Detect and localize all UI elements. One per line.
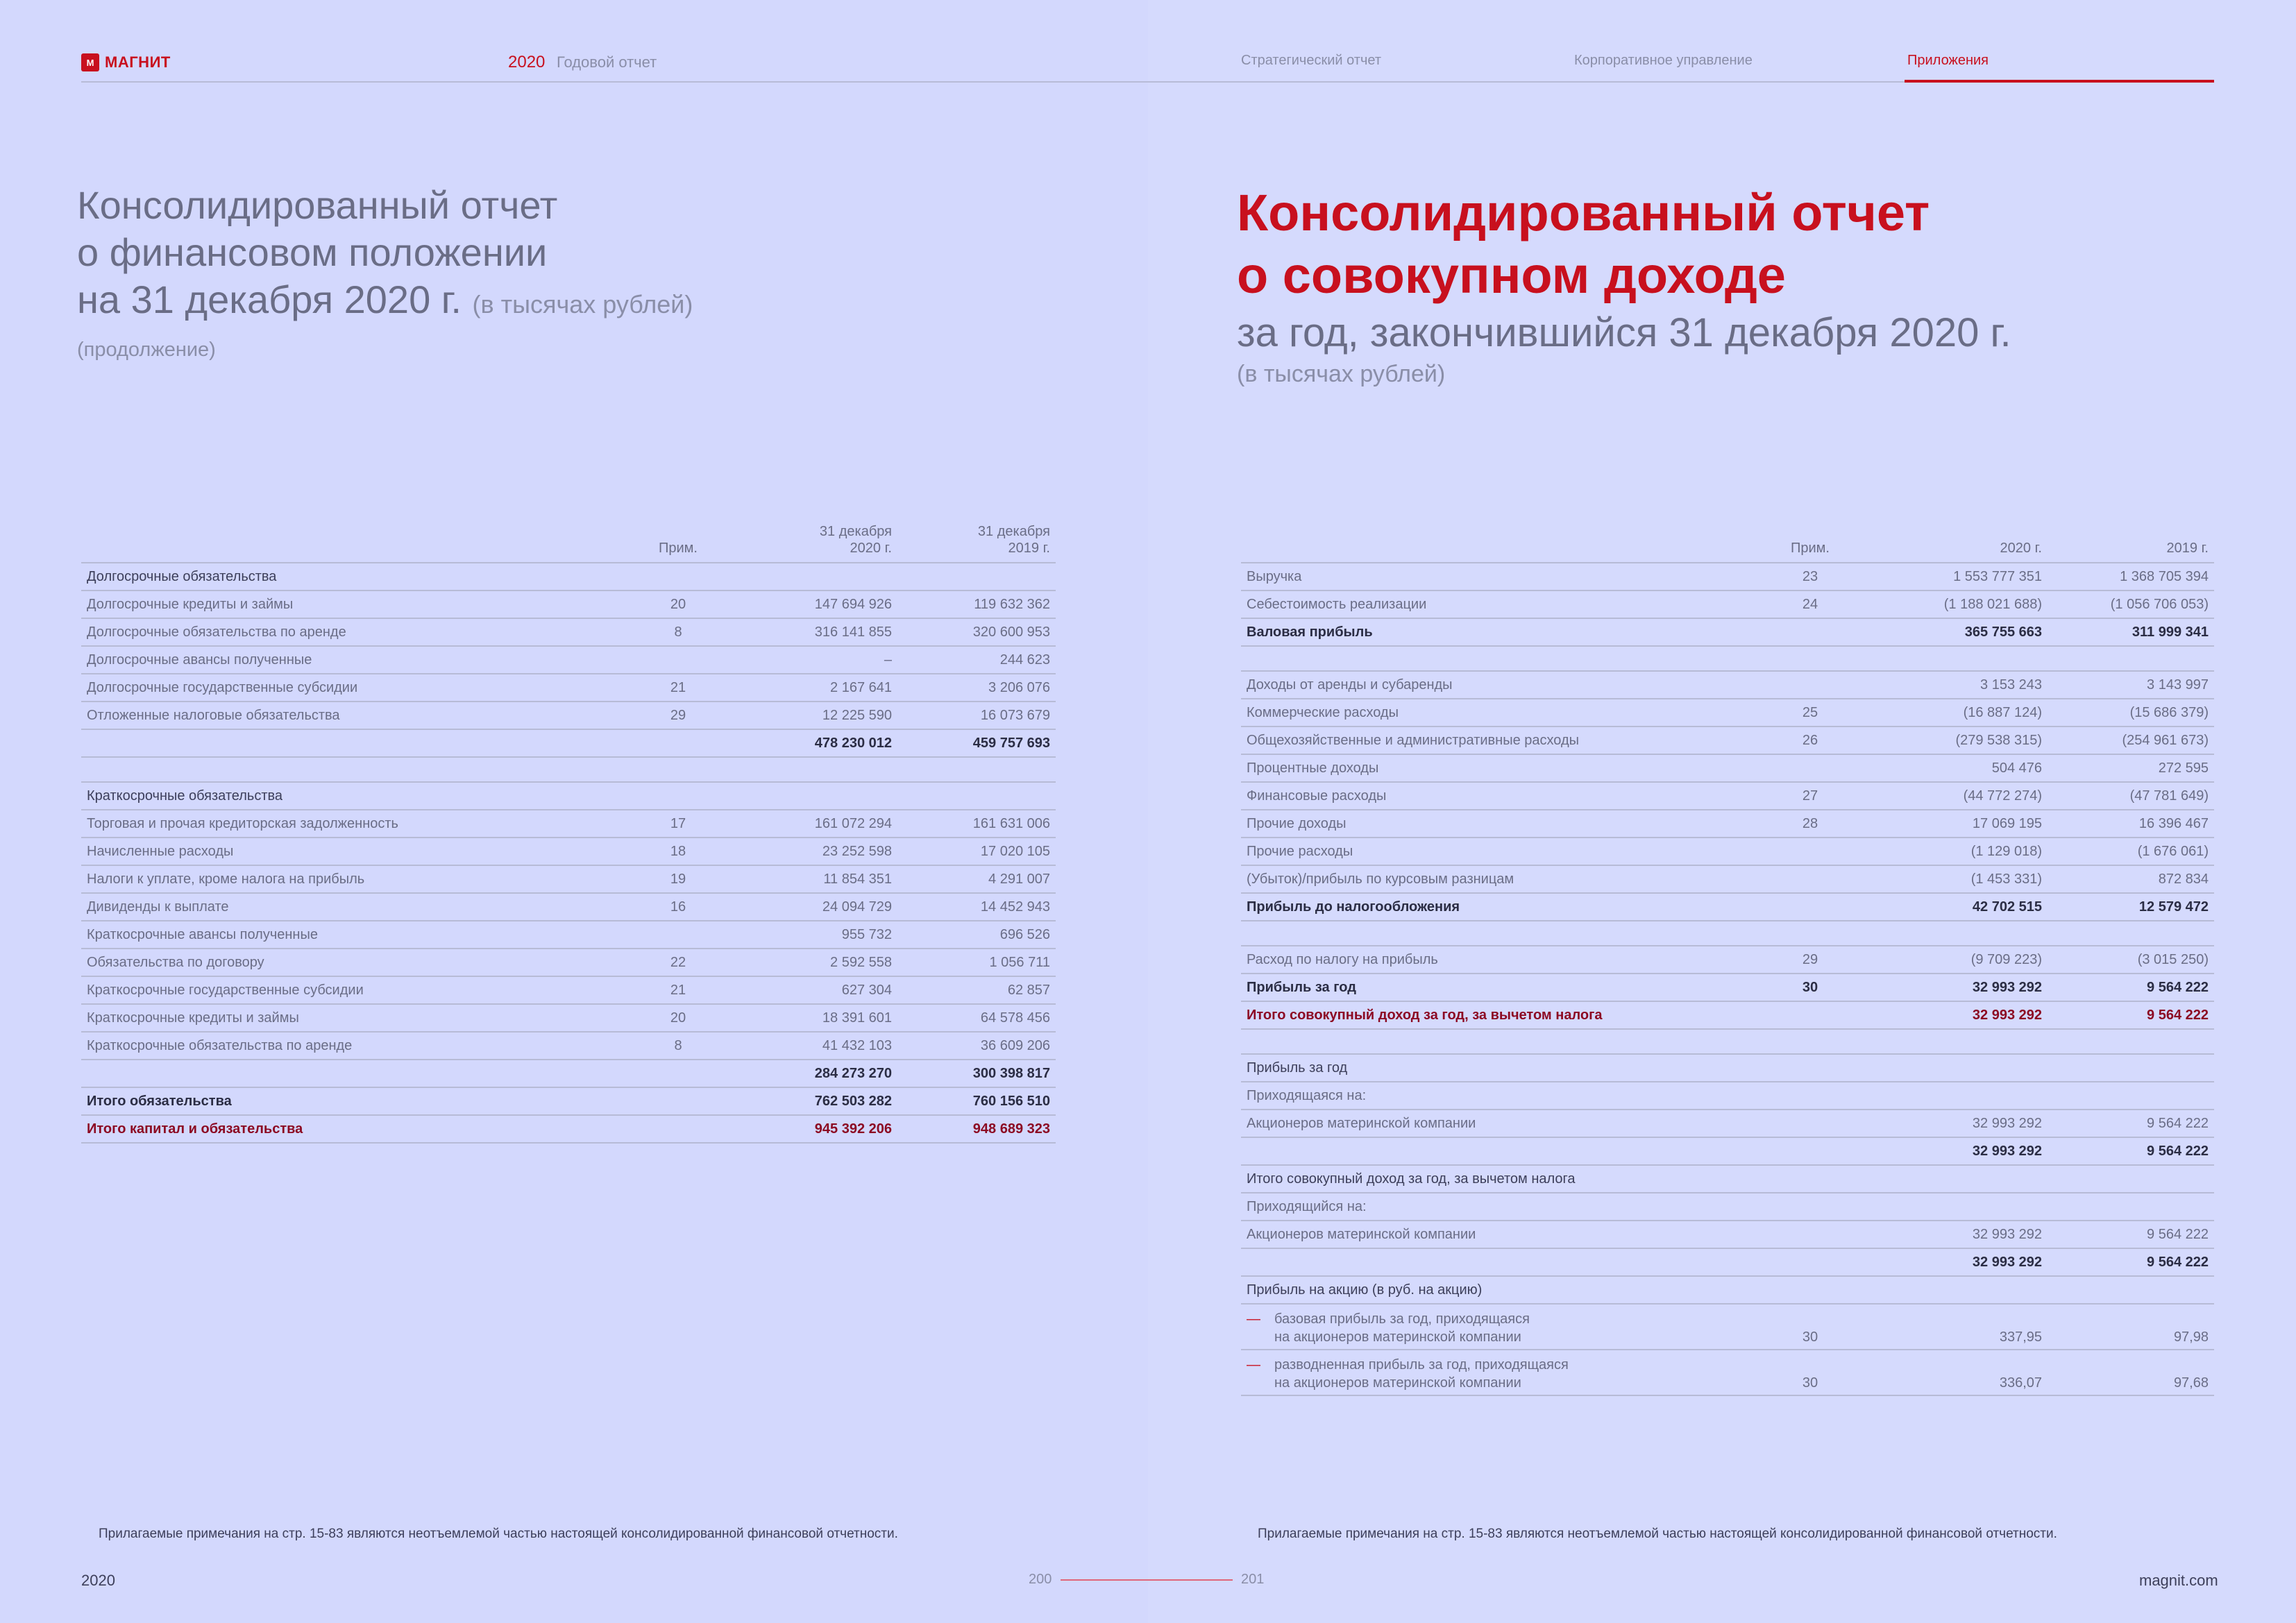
- header-col-2019-line1: 31 декабря: [977, 524, 1050, 539]
- table-row: [1241, 590, 2214, 618]
- table-row: [81, 810, 1056, 838]
- row-note: 27: [1769, 782, 1852, 810]
- table-row: [81, 757, 1056, 782]
- row-label: Краткосрочные государственные субсидии: [81, 976, 623, 1004]
- table-row: [1241, 1054, 2214, 1082]
- row-label: Итого совокупный доход за год, за вычетом налога: [1241, 1001, 1769, 1029]
- row-value-2019: 14 452 943: [897, 893, 1056, 921]
- row-label: [1241, 1248, 1769, 1276]
- table-row: [1241, 1082, 2214, 1110]
- table-row: [1241, 699, 2214, 726]
- row-value-2019: [2048, 1276, 2214, 1304]
- header-col-2020-line1: 31 декабря: [819, 524, 892, 539]
- row-label-line2: на акционеров материнской компании: [1274, 1329, 1521, 1345]
- table-row: [81, 921, 1056, 949]
- row-note: [623, 646, 734, 674]
- row-value-2019: 872 834: [2048, 865, 2214, 893]
- row-note: [623, 1087, 734, 1115]
- header-col-2019: [897, 513, 1056, 563]
- nav-appendices[interactable]: Приложения: [1907, 53, 1989, 68]
- row-label: Прибыль на акцию (в руб. на акцию): [1241, 1276, 1769, 1304]
- row-value-2019: 9 564 222: [2048, 1221, 2214, 1248]
- dash-bullet: —: [1247, 1357, 1260, 1373]
- table-header-row: [81, 513, 1056, 563]
- row-label: [1241, 1304, 1769, 1350]
- table-row: [1241, 1248, 2214, 1276]
- table-row: [1241, 1193, 2214, 1221]
- right-page-unit: (в тысячах рублей): [1237, 361, 1446, 387]
- row-label: [1241, 646, 1769, 671]
- header-label-cell: [81, 513, 623, 563]
- row-note: [1769, 1276, 1852, 1304]
- row-value-2020: 32 993 292: [1852, 1001, 2048, 1029]
- row-value-2019: 161 631 006: [897, 810, 1056, 838]
- row-value-2019: 320 600 953: [897, 618, 1056, 646]
- row-value-2020: 23 252 598: [734, 838, 897, 865]
- row-value-2019: 9 564 222: [2048, 1001, 2214, 1029]
- row-value-2020: 284 273 270: [734, 1060, 897, 1087]
- row-value-2019: 1 368 705 394: [2048, 563, 2214, 590]
- row-value-2019: 948 689 323: [897, 1115, 1056, 1143]
- row-value-2019: [2048, 1082, 2214, 1110]
- table-row: [1241, 1110, 2214, 1137]
- table-row: [81, 729, 1056, 757]
- row-value-2019: 459 757 693: [897, 729, 1056, 757]
- nav-corporate-governance[interactable]: Корпоративное управление: [1574, 53, 1753, 68]
- table-row: [1241, 1304, 2214, 1350]
- row-label: Доходы от аренды и субаренды: [1241, 671, 1769, 699]
- nav-active-indicator: [1905, 80, 2214, 83]
- row-value-2019: 9 564 222: [2048, 974, 2214, 1001]
- row-value-2020: [734, 563, 897, 590]
- header-divider: [81, 81, 2005, 83]
- right-footnote: Прилагаемые примечания на стр. 15-83 являются неотъемлемой частью настоящей консолидированной финансовой отчетности.: [1258, 1527, 2057, 1541]
- row-label: [81, 729, 623, 757]
- row-label: Долгосрочные авансы полученные: [81, 646, 623, 674]
- row-label: Приходящаяся на:: [1241, 1082, 1769, 1110]
- row-note: [1769, 754, 1852, 782]
- row-note: [1769, 618, 1852, 646]
- row-value-2020: (1 453 331): [1852, 865, 2048, 893]
- row-note: 18: [623, 838, 734, 865]
- table-row: [1241, 1350, 2214, 1395]
- row-note: [623, 729, 734, 757]
- row-note: [1769, 921, 1852, 946]
- table-row: [81, 646, 1056, 674]
- row-value-2020: 17 069 195: [1852, 810, 2048, 838]
- table-header-row: [1241, 513, 2214, 563]
- row-value-2019: 12 579 472: [2048, 893, 2214, 921]
- left-page-title: Консолидированный отчет о финансовом положении на 31 декабря 2020 г. (в тысячах рублей): [77, 183, 693, 321]
- row-label: Краткосрочные кредиты и займы: [81, 1004, 623, 1032]
- table-row: [1241, 646, 2214, 671]
- row-value-2019: 4 291 007: [897, 865, 1056, 893]
- left-continued-note: (продолжение): [77, 339, 216, 361]
- row-note: 30: [1769, 1304, 1852, 1350]
- row-note: [1769, 1137, 1852, 1165]
- row-value-2019: 1 056 711: [897, 949, 1056, 976]
- row-value-2020: 12 225 590: [734, 702, 897, 729]
- row-label: Расход по налогу на прибыль: [1241, 946, 1769, 974]
- row-value-2020: [734, 782, 897, 810]
- row-note: [623, 782, 734, 810]
- row-label: [1241, 921, 1769, 946]
- row-label-line2: на акционеров материнской компании: [1274, 1375, 1521, 1391]
- row-note: [623, 757, 734, 782]
- row-label: Краткосрочные обязательства по аренде: [81, 1032, 623, 1060]
- row-note: [1769, 1054, 1852, 1082]
- row-value-2020: (16 887 124): [1852, 699, 2048, 726]
- row-note: 17: [623, 810, 734, 838]
- row-value-2019: 64 578 456: [897, 1004, 1056, 1032]
- table-row: [1241, 1221, 2214, 1248]
- table-row: [1241, 671, 2214, 699]
- row-value-2019: 311 999 341: [2048, 618, 2214, 646]
- row-value-2019: [897, 782, 1056, 810]
- row-value-2020: 161 072 294: [734, 810, 897, 838]
- row-note: 25: [1769, 699, 1852, 726]
- row-label: Валовая прибыль: [1241, 618, 1769, 646]
- row-value-2020: 1 553 777 351: [1852, 563, 2048, 590]
- row-value-2019: 9 564 222: [2048, 1248, 2214, 1276]
- row-label: Долгосрочные кредиты и займы: [81, 590, 623, 618]
- table-row: [81, 1060, 1056, 1087]
- row-label: Дивиденды к выплате: [81, 893, 623, 921]
- row-value-2019: 9 564 222: [2048, 1137, 2214, 1165]
- header-col-2019: 2019 г.: [2048, 513, 2214, 563]
- row-value-2019: (47 781 649): [2048, 782, 2214, 810]
- table-row: [1241, 893, 2214, 921]
- row-note: [1769, 1248, 1852, 1276]
- row-note: 28: [1769, 810, 1852, 838]
- row-label: Долгосрочные обязательства: [81, 563, 623, 590]
- row-label: Краткосрочные авансы полученные: [81, 921, 623, 949]
- row-value-2020: 762 503 282: [734, 1087, 897, 1115]
- page-number-divider: [1061, 1579, 1233, 1581]
- row-value-2020: 32 993 292: [1852, 1248, 2048, 1276]
- table-row: [81, 976, 1056, 1004]
- row-label: Итого капитал и обязательства: [81, 1115, 623, 1143]
- row-note: [1769, 1110, 1852, 1137]
- page-number-right: 201: [1241, 1572, 1265, 1587]
- row-value-2019: 16 073 679: [897, 702, 1056, 729]
- row-value-2020: 32 993 292: [1852, 974, 2048, 1001]
- table-row: [81, 618, 1056, 646]
- table-row: [81, 1115, 1056, 1143]
- table-row: [1241, 921, 2214, 946]
- row-label: Долгосрочные государственные субсидии: [81, 674, 623, 702]
- table-row: [1241, 1165, 2214, 1193]
- row-label: [81, 1060, 623, 1087]
- row-value-2020: (9 709 223): [1852, 946, 2048, 974]
- row-label: Торговая и прочая кредиторская задолженность: [81, 810, 623, 838]
- row-note: 26: [1769, 726, 1852, 754]
- table-row: [81, 865, 1056, 893]
- row-label: Краткосрочные обязательства: [81, 782, 623, 810]
- table-row: [81, 838, 1056, 865]
- header-label-cell: [1241, 513, 1769, 563]
- row-value-2020: [1852, 921, 2048, 946]
- table-row: [81, 782, 1056, 810]
- row-label-line1: базовая прибыль за год, приходящаяся: [1274, 1311, 1530, 1327]
- row-label: Коммерческие расходы: [1241, 699, 1769, 726]
- row-note: [623, 1115, 734, 1143]
- row-value-2019: 16 396 467: [2048, 810, 2214, 838]
- row-value-2019: 36 609 206: [897, 1032, 1056, 1060]
- row-label: (Убыток)/прибыль по курсовым разницам: [1241, 865, 1769, 893]
- row-value-2019: (15 686 379): [2048, 699, 2214, 726]
- row-value-2020: [734, 757, 897, 782]
- row-value-2019: 62 857: [897, 976, 1056, 1004]
- table-row: [81, 702, 1056, 729]
- table-row: [1241, 563, 2214, 590]
- row-value-2019: 3 143 997: [2048, 671, 2214, 699]
- row-note: [1769, 838, 1852, 865]
- row-note: 21: [623, 976, 734, 1004]
- header-title: Годовой отчет: [557, 53, 657, 71]
- row-note: [1769, 1082, 1852, 1110]
- row-value-2020: [1852, 1082, 2048, 1110]
- row-label: [1241, 1350, 1769, 1395]
- row-label: Налоги к уплате, кроме налога на прибыль: [81, 865, 623, 893]
- row-note: 20: [623, 1004, 734, 1032]
- row-value-2019: [2048, 1029, 2214, 1054]
- row-value-2020: 18 391 601: [734, 1004, 897, 1032]
- row-label: Приходящийся на:: [1241, 1193, 1769, 1221]
- row-value-2020: 504 476: [1852, 754, 2048, 782]
- row-note: [623, 1060, 734, 1087]
- row-value-2019: 696 526: [897, 921, 1056, 949]
- table-row: [1241, 618, 2214, 646]
- right-page-title: Консолидированный отчет о совокупном доходе: [1237, 184, 1930, 304]
- row-note: [1769, 865, 1852, 893]
- row-value-2020: 365 755 663: [1852, 618, 2048, 646]
- row-value-2020: (1 129 018): [1852, 838, 2048, 865]
- row-value-2019: [2048, 1165, 2214, 1193]
- row-note: 16: [623, 893, 734, 921]
- row-note: [1769, 671, 1852, 699]
- page-number-left: 200: [1029, 1572, 1052, 1587]
- row-value-2019: 119 632 362: [897, 590, 1056, 618]
- row-label: [1241, 1029, 1769, 1054]
- row-value-2020: 2 592 558: [734, 949, 897, 976]
- row-value-2020: 2 167 641: [734, 674, 897, 702]
- row-label: Итого обязательства: [81, 1087, 623, 1115]
- row-note: [1769, 1221, 1852, 1248]
- row-value-2019: 244 623: [897, 646, 1056, 674]
- row-label: Выручка: [1241, 563, 1769, 590]
- row-value-2019: [2048, 646, 2214, 671]
- row-value-2019: 760 156 510: [897, 1087, 1056, 1115]
- header-note: Прим.: [623, 513, 734, 563]
- table-row: [1241, 946, 2214, 974]
- row-label: Финансовые расходы: [1241, 782, 1769, 810]
- row-label: Общехозяйственные и административные расходы: [1241, 726, 1769, 754]
- table-row: [1241, 838, 2214, 865]
- row-value-2020: 955 732: [734, 921, 897, 949]
- magnit-logo[interactable]: [81, 53, 171, 72]
- row-value-2020: 41 432 103: [734, 1032, 897, 1060]
- row-label: [81, 757, 623, 782]
- row-value-2020: 32 993 292: [1852, 1137, 2048, 1165]
- row-value-2020: [1852, 1276, 2048, 1304]
- row-label: Прочие расходы: [1241, 838, 1769, 865]
- right-page-subtitle: за год, закончившийся 31 декабря 2020 г.: [1237, 310, 2011, 355]
- row-note: [1769, 1001, 1852, 1029]
- row-note: [1769, 1165, 1852, 1193]
- row-label: Отложенные налоговые обязательства: [81, 702, 623, 729]
- row-value-2019: (1 676 061): [2048, 838, 2214, 865]
- row-label: Процентные доходы: [1241, 754, 1769, 782]
- row-note: 19: [623, 865, 734, 893]
- row-value-2019: [897, 757, 1056, 782]
- row-value-2020: (279 538 315): [1852, 726, 2048, 754]
- site-link[interactable]: magnit.com: [2139, 1572, 2218, 1589]
- row-label: Прибыль за год: [1241, 1054, 1769, 1082]
- row-label: [1241, 1137, 1769, 1165]
- row-label: Итого совокупный доход за год, за вычетом налога: [1241, 1165, 1769, 1193]
- header-col-2020: 2020 г.: [1852, 513, 2048, 563]
- table-row: [81, 674, 1056, 702]
- row-value-2020: [1852, 1193, 2048, 1221]
- row-label: Акционеров материнской компании: [1241, 1221, 1769, 1248]
- row-value-2020: [1852, 1029, 2048, 1054]
- table-row: [1241, 1137, 2214, 1165]
- header-note: Прим.: [1769, 513, 1852, 563]
- row-label: Акционеров материнской компании: [1241, 1110, 1769, 1137]
- dash-bullet: —: [1247, 1311, 1260, 1327]
- row-note: 23: [1769, 563, 1852, 590]
- table-row: [1241, 974, 2214, 1001]
- row-label: Прибыль за год: [1241, 974, 1769, 1001]
- row-value-2020: 337,95: [1852, 1304, 2048, 1350]
- table-row: [81, 949, 1056, 976]
- row-note: [1769, 893, 1852, 921]
- row-value-2020: 11 854 351: [734, 865, 897, 893]
- row-note: 8: [623, 1032, 734, 1060]
- row-value-2019: (3 015 250): [2048, 946, 2214, 974]
- row-value-2020: 478 230 012: [734, 729, 897, 757]
- left-footnote: Прилагаемые примечания на стр. 15-83 являются неотъемлемой частью настоящей консолидированной финансовой отчетности.: [99, 1527, 898, 1541]
- table-row: [1241, 1001, 2214, 1029]
- table-row: [1241, 754, 2214, 782]
- row-value-2020: 945 392 206: [734, 1115, 897, 1143]
- row-value-2020: 627 304: [734, 976, 897, 1004]
- row-value-2020: 336,07: [1852, 1350, 2048, 1395]
- row-note: [623, 563, 734, 590]
- table-row: [81, 1087, 1056, 1115]
- footer-year: 2020: [81, 1572, 115, 1589]
- row-value-2020: 32 993 292: [1852, 1221, 2048, 1248]
- row-label: Начисленные расходы: [81, 838, 623, 865]
- table-row: [81, 590, 1056, 618]
- row-note: 30: [1769, 1350, 1852, 1395]
- logo-text: МАГНИТ: [105, 53, 171, 71]
- row-note: [1769, 1029, 1852, 1054]
- row-note: 29: [623, 702, 734, 729]
- financial-position-table: [81, 513, 1056, 1144]
- row-value-2019: [2048, 1054, 2214, 1082]
- row-value-2020: (1 188 021 688): [1852, 590, 2048, 618]
- row-note: [1769, 1193, 1852, 1221]
- header-year: 2020: [508, 53, 546, 71]
- header-col-2020: [734, 513, 897, 563]
- row-value-2020: 32 993 292: [1852, 1110, 2048, 1137]
- table-row: [81, 1032, 1056, 1060]
- row-value-2020: 42 702 515: [1852, 893, 2048, 921]
- header-col-2019-line2: 2019 г.: [1008, 541, 1050, 556]
- row-value-2020: 147 694 926: [734, 590, 897, 618]
- comprehensive-income-table: [1241, 513, 2214, 1396]
- row-value-2019: 300 398 817: [897, 1060, 1056, 1087]
- table-row: [1241, 1029, 2214, 1054]
- row-value-2020: (44 772 274): [1852, 782, 2048, 810]
- row-label: Себестоимость реализации: [1241, 590, 1769, 618]
- row-value-2020: [1852, 646, 2048, 671]
- table-row: [1241, 1276, 2214, 1304]
- row-value-2019: 3 206 076: [897, 674, 1056, 702]
- row-note: 29: [1769, 946, 1852, 974]
- row-label-line1: разводненная прибыль за год, приходящаяся: [1274, 1357, 1569, 1373]
- row-note: 22: [623, 949, 734, 976]
- table-row: [81, 563, 1056, 590]
- row-note: 30: [1769, 974, 1852, 1001]
- magnit-logo-icon: M: [81, 53, 99, 71]
- row-value-2019: (254 961 673): [2048, 726, 2214, 754]
- table-row: [1241, 865, 2214, 893]
- row-label: Долгосрочные обязательства по аренде: [81, 618, 623, 646]
- table-row: [81, 893, 1056, 921]
- row-value-2020: [1852, 1054, 2048, 1082]
- table-row: [1241, 782, 2214, 810]
- left-title-unit: (в тысячах рублей): [472, 290, 693, 318]
- row-value-2019: [2048, 921, 2214, 946]
- row-note: [1769, 646, 1852, 671]
- row-value-2020: 24 094 729: [734, 893, 897, 921]
- row-value-2019: 97,98: [2048, 1304, 2214, 1350]
- row-note: 21: [623, 674, 734, 702]
- row-value-2019: 272 595: [2048, 754, 2214, 782]
- row-value-2019: 9 564 222: [2048, 1110, 2214, 1137]
- row-value-2019: 17 020 105: [897, 838, 1056, 865]
- row-value-2019: [897, 563, 1056, 590]
- table-row: [81, 1004, 1056, 1032]
- table-row: [1241, 810, 2214, 838]
- row-value-2020: [1852, 1165, 2048, 1193]
- row-label: Обязательства по договору: [81, 949, 623, 976]
- row-label: Прибыль до налогообложения: [1241, 893, 1769, 921]
- row-value-2019: (1 056 706 053): [2048, 590, 2214, 618]
- row-value-2020: 316 141 855: [734, 618, 897, 646]
- table-row: [1241, 726, 2214, 754]
- row-value-2020: –: [734, 646, 897, 674]
- row-note: 20: [623, 590, 734, 618]
- row-note: 8: [623, 618, 734, 646]
- nav-strategic-report[interactable]: Стратегический отчет: [1241, 53, 1382, 68]
- row-note: 24: [1769, 590, 1852, 618]
- header-col-2020-line2: 2020 г.: [850, 541, 892, 556]
- row-label: Прочие доходы: [1241, 810, 1769, 838]
- row-value-2019: 97,68: [2048, 1350, 2214, 1395]
- row-value-2020: 3 153 243: [1852, 671, 2048, 699]
- row-value-2019: [2048, 1193, 2214, 1221]
- row-note: [623, 921, 734, 949]
